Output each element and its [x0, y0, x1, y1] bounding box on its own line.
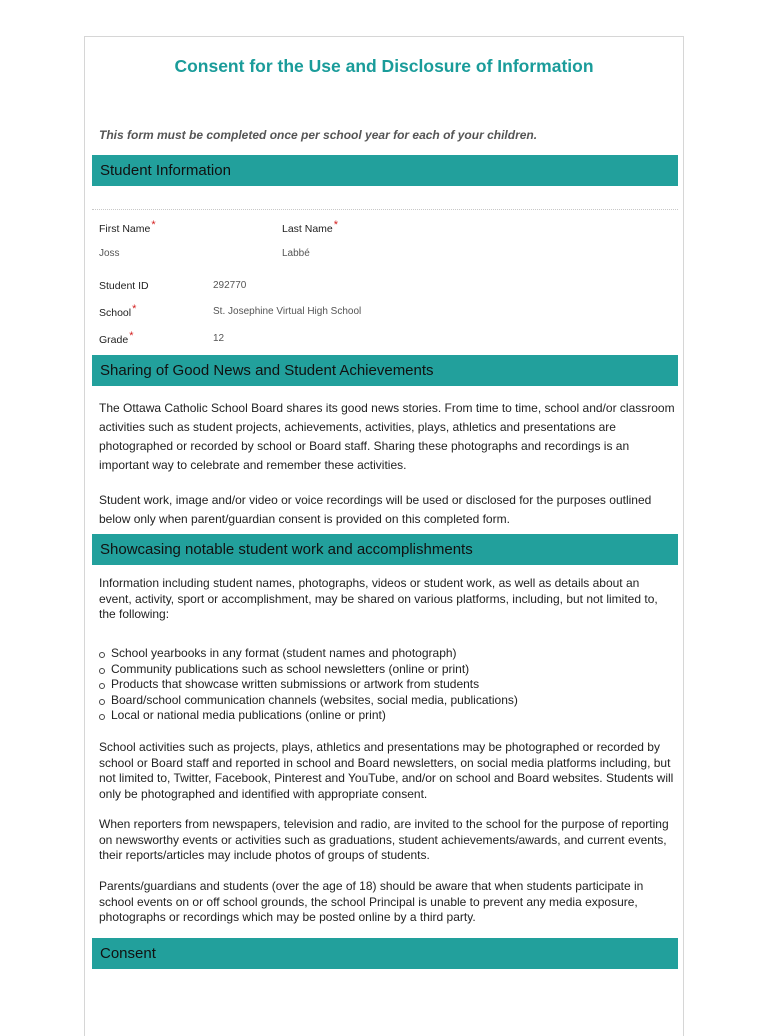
section-header-showcasing: Showcasing notable student work and accomplishments	[92, 534, 678, 565]
required-marker: *	[132, 303, 137, 315]
grade-label: Grade*	[99, 330, 134, 346]
first-name-value: Joss	[99, 248, 120, 259]
school-value: St. Josephine Virtual High School	[213, 306, 362, 317]
bullet-icon	[99, 652, 105, 658]
bullet-icon	[99, 683, 105, 689]
showcasing-paragraph-2: School activities such as projects, plays, athletics and presentations may be photographed or recorded by school or Board staff and reported in school and Board newsletters, on social media platforms including, but not limited to, Twitter, Facebook, Pinterest and YouTube, and/or on school and Board websites. Students will only be photographed and identified with appropriate consent.	[99, 740, 674, 801]
bullet-icon	[99, 699, 105, 705]
form-title: Consent for the Use and Disclosure of Information	[174, 56, 594, 76]
divider	[92, 209, 678, 210]
bullet-icon	[99, 714, 105, 720]
showcasing-paragraph-3: When reporters from newspapers, television and radio, are invited to the school for the purpose of reporting on newsworthy events or activities such as graduations, student achievements/awards, and current events, their reports/articles may include photos of groups of students.	[99, 817, 669, 862]
last-name-value: Labbé	[282, 248, 310, 259]
student-id-label: Student ID	[99, 280, 149, 292]
section-header-sharing: Sharing of Good News and Student Achievements	[92, 355, 678, 386]
list-item: Products that showcase written submissions or artwork from students	[99, 677, 669, 693]
form-intro: This form must be completed once per school year for each of your children.	[99, 128, 538, 142]
list-item: Board/school communication channels (websites, social media, publications)	[99, 693, 669, 709]
required-marker: *	[333, 219, 339, 231]
first-name-label: First Name*	[99, 219, 156, 235]
consent-form	[84, 36, 684, 1036]
student-id-value: 292770	[213, 280, 247, 291]
bullet-icon	[99, 668, 105, 674]
sharing-paragraph-1: The Ottawa Catholic School Board shares its good news stories. From time to time, school and/or classroom activities such as student projects, achievements, activities, plays, athletics and presentations are photographed or recorded by school or Board staff. Sharing these photographs and recordings is an important way to celebrate and remember these activities.	[99, 401, 675, 472]
section-header-student-information: Student Information	[92, 155, 678, 186]
list-item: School yearbooks in any format (student names and photograph)	[99, 646, 669, 662]
last-name-label: Last Name*	[282, 219, 339, 235]
grade-value: 12	[213, 333, 225, 344]
list-item: Local or national media publications (online or print)	[99, 708, 669, 724]
showcasing-paragraph-1: Information including student names, photographs, videos or student work, as well as details about an event, activity, sport or accomplishment, may be shared on various platforms, including, but not limited to, the following:	[99, 576, 658, 621]
section-header-consent: Consent	[92, 938, 678, 969]
sharing-paragraph-2: Student work, image and/or video or voice recordings will be used or disclosed for the purposes outlined below only when parent/guardian consent is provided on this completed form.	[99, 493, 652, 526]
required-marker: *	[129, 330, 134, 342]
required-marker: *	[151, 219, 156, 231]
school-label: School*	[99, 303, 137, 319]
list-item: Community publications such as school newsletters (online or print)	[99, 662, 669, 678]
platforms-list	[99, 646, 669, 724]
showcasing-paragraph-4: Parents/guardians and students (over the age of 18) should be aware that when students participate in school events on or off school grounds, the school Principal is unable to prevent any media exposure, photographs or recordings which may be posted online by a third party.	[99, 879, 644, 924]
